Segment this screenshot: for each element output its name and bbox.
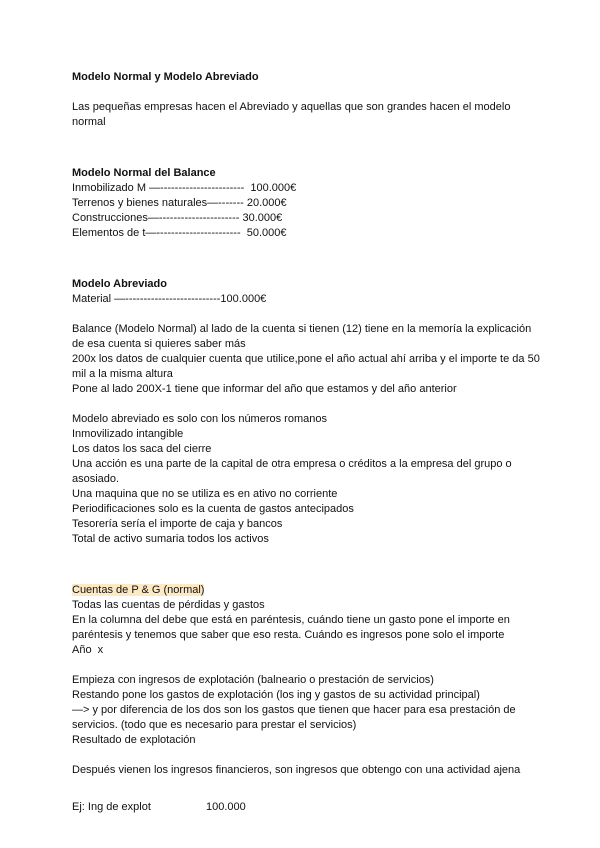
financieros-paragraph: Después vienen los ingresos financieros, son ingresos que obtengo con una actividad ajena (72, 764, 521, 776)
document-page (72, 70, 542, 815)
spacer (72, 658, 542, 673)
normal-balance-row: Construcciones—---------------------- 30.000€ (72, 212, 283, 224)
example-value: 100.000 (206, 801, 246, 813)
note-line: Modelo abreviado es solo con los números romanos (72, 413, 327, 425)
abreviado-row: Material —--------------------------100.000€ (72, 293, 267, 305)
note-line: Una maquina que no se utiliza es en ativo no corriente (72, 488, 338, 500)
abreviado-heading: Modelo Abreviado (72, 278, 167, 290)
note-line: Una acción es una parte de la capital de otra empresa o créditos a la empresa del grupo o asosiado. (72, 458, 515, 485)
normal-balance-row: Elementos de t—----------------------- 50.000€ (72, 227, 287, 239)
note-line: Inmovilizado intangible (72, 428, 184, 440)
explot-line: Empieza con ingresos de explotación (balneario o prestación de servicios) (72, 674, 434, 686)
pyg-line: Año x (72, 644, 104, 656)
note-paragraph: Balance (Modelo Normal) al lado de la cuenta si tienen (12) tiene en la memoría la explicación de esa cuenta si quieres saber más (72, 323, 535, 350)
note-line: Los datos los saca del cierre (72, 443, 212, 455)
document-title: Modelo Normal y Modelo Abreviado (72, 71, 259, 83)
explot-line: —> y por diferencia de los dos son los gastos que tienen que hacer para esa prestación de servicios. (todo que es necesario para prestar el servicios) (72, 704, 519, 731)
normal-balance-row: Inmobilizado M —----------------------- 100.000€ (72, 182, 297, 194)
pyg-line: En la columna del debe que está en paréntesis, cuándo tiene un gasto pone el importe en paréntesis y tenemos que saber que eso resta. Cuándo es ingresos pone solo el importe (72, 614, 513, 641)
pyg-line: Todas las cuentas de pérdidas y gastos (72, 599, 265, 611)
normal-balance-heading: Modelo Normal del Balance (72, 167, 216, 179)
pyg-heading: Cuentas de P & G (normal) (72, 584, 205, 596)
spacer (72, 397, 542, 412)
spacer (72, 307, 542, 322)
note-line: Total de activo sumaria todos los activos (72, 533, 269, 545)
note-line: Periodificaciones solo es la cuenta de gastos antecipados (72, 503, 354, 515)
example-label: Ej: Ing de explot (72, 801, 151, 813)
note-line: Tesorería sería el importe de caja y bancos (72, 518, 283, 530)
note-paragraph: 200x los datos de cualquier cuenta que utilice,pone el año actual ahí arriba y el importe te da 50 mil a la misma altura (72, 353, 543, 380)
spacer (72, 85, 542, 100)
spacer (72, 748, 542, 763)
explot-line: Resultado de explotación (72, 734, 196, 746)
spacer (72, 547, 542, 583)
spacer (72, 241, 542, 277)
note-paragraph: Pone al lado 200X-1 tiene que informar del año que estamos y del año anterior (72, 383, 457, 395)
example-row (72, 800, 542, 815)
intro-paragraph: Las pequeñas empresas hacen el Abreviado y aquellas que son grandes hacen el modelo normal (72, 101, 514, 128)
normal-balance-row: Terrenos y bienes naturales—------- 20.000€ (72, 197, 287, 209)
spacer (72, 778, 542, 800)
explot-line: Restando pone los gastos de explotación (los ing y gastos de su actividad principal) (72, 689, 480, 701)
spacer (72, 130, 542, 166)
